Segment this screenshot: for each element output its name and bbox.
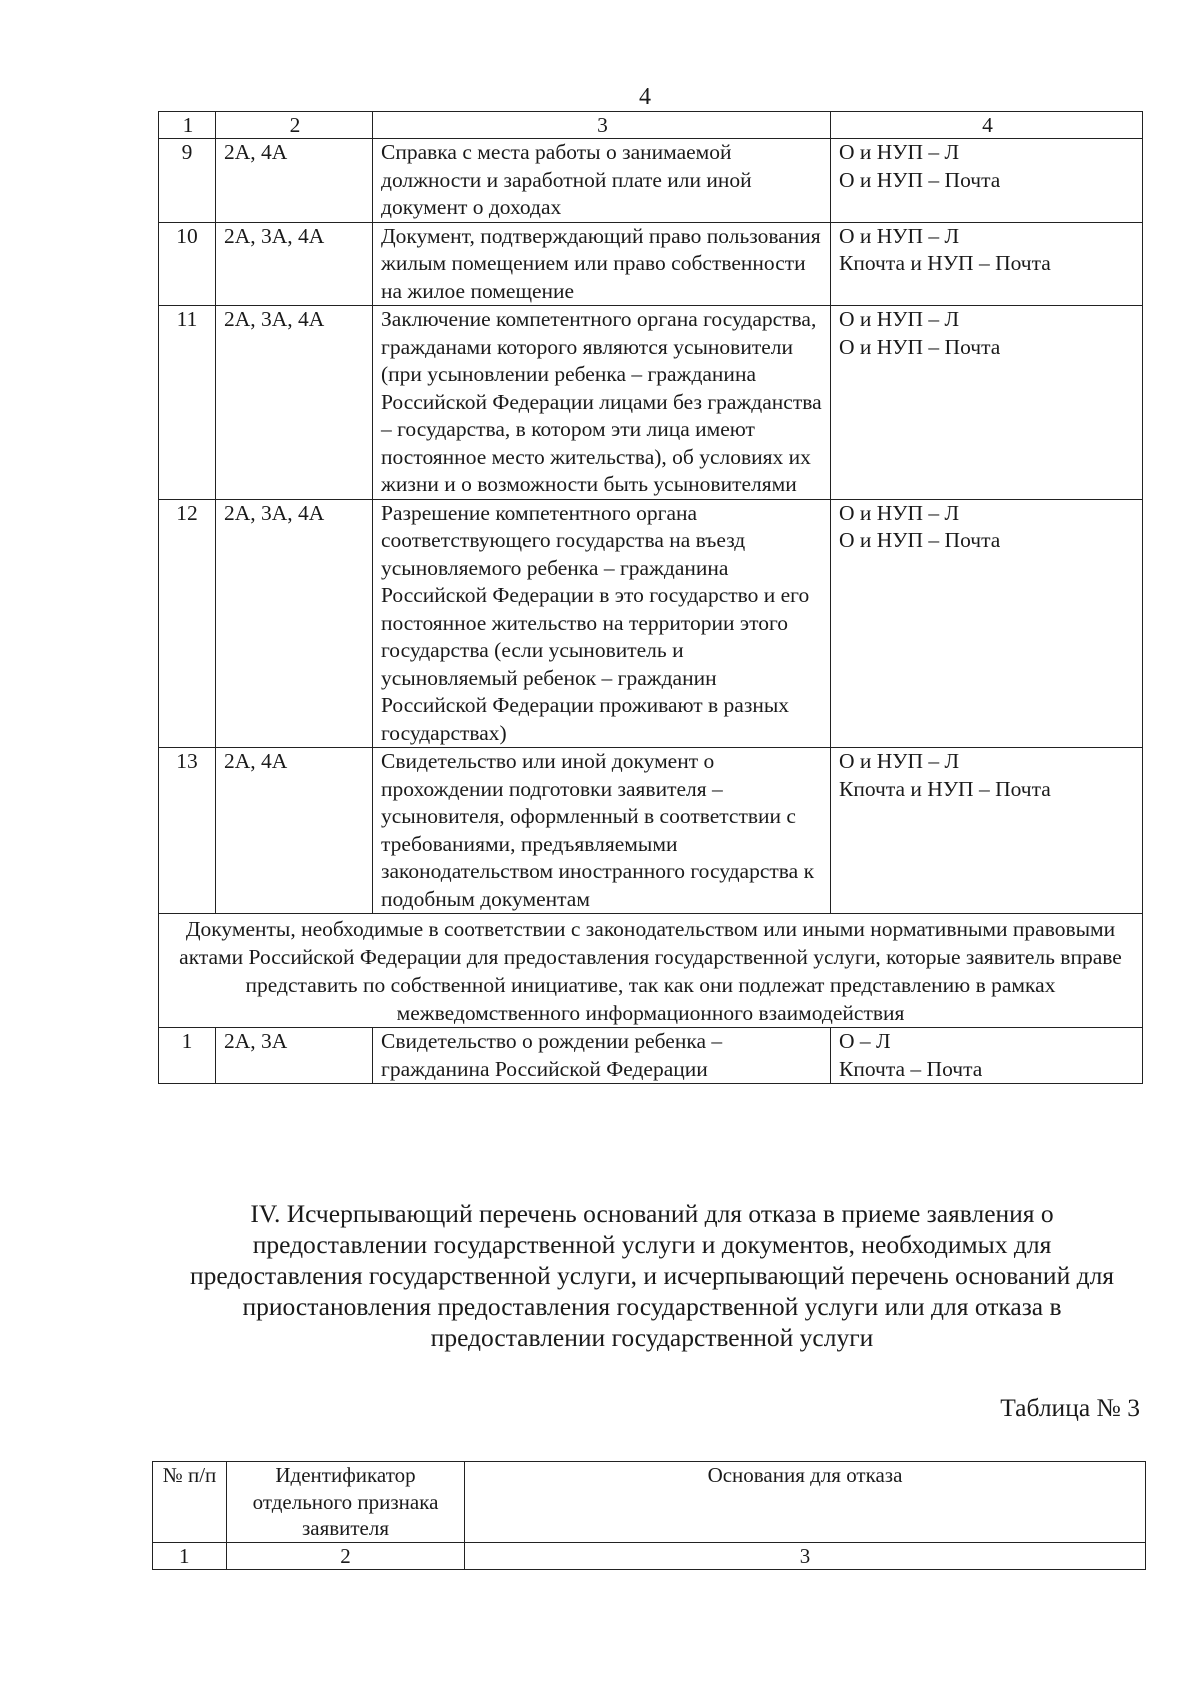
table-row bbox=[159, 222, 1143, 306]
document-name: Заключение компетентного органа государства, гражданами которого являются усыновители (при усыновлении ребенка – гражданина Российской Федерации лицами без гражданства – государства, в котором эти лица имеют постоянное место жительства), об условиях их жизни и о возможности быть усыновителями bbox=[373, 306, 831, 500]
column-number: 3 bbox=[373, 112, 831, 139]
row-number: 10 bbox=[159, 222, 216, 306]
refusal-grounds-table bbox=[152, 1461, 1146, 1570]
column-number: 2 bbox=[227, 1542, 465, 1570]
document-name: Свидетельство или иной документ о прохождении подготовки заявителя – усыновителя, оформленный в соответствии с требованиями, предъявляемыми законодательством иностранного государства к подобным документам bbox=[373, 748, 831, 914]
submission-method: Кпочта и НУП – Почта bbox=[839, 776, 1051, 801]
submission-methods bbox=[831, 222, 1143, 306]
submission-method: О и НУП – Почта bbox=[839, 528, 1001, 552]
table-row bbox=[159, 1028, 1143, 1084]
column-number: 1 bbox=[153, 1542, 227, 1570]
applicant-identifiers: 2А, 4А bbox=[216, 139, 373, 223]
submission-method: О и НУП – Л bbox=[839, 749, 960, 773]
page-number: 4 bbox=[639, 84, 651, 110]
column-header: Основания для отказа bbox=[465, 1462, 1146, 1543]
section-note: Документы, необходимые в соответствии с законодательством или иными нормативными правовыми актами Российской Федерации для предоставления государственной услуги, которые заявитель вправе представить по собственной инициативе, так как они подлежат представлению в рамках межведомственного информационного взаимодействия bbox=[159, 914, 1143, 1028]
column-number: 1 bbox=[159, 112, 216, 139]
column-number: 4 bbox=[831, 112, 1143, 139]
submission-methods bbox=[831, 306, 1143, 500]
document-name: Разрешение компетентного органа соответствующего государства на въезд усыновляемого ребенка – гражданина Российской Федерации в это государство и его постоянное жительство на территории этого государства (если усыновитель и усыновляемый ребенок – гражданин Российской Федерации проживают в разных государствах) bbox=[373, 499, 831, 748]
section-heading: IV. Исчерпывающий перечень оснований для отказа в приеме заявления о предоставлении государственной услуги и документов, необходимых для предоставления государственной услуги, и исчерпывающий перечень оснований для приостановления предоставления государственной услуги или для отказа в предоставлении государственной услуги bbox=[189, 1199, 1115, 1352]
row-number: 11 bbox=[159, 306, 216, 500]
section-note-row bbox=[159, 914, 1143, 1028]
documents-table bbox=[158, 111, 1143, 1084]
column-header: № п/п bbox=[153, 1462, 227, 1543]
document-name: Справка с места работы о занимаемой должности и заработной плате или иной документ о доходах bbox=[373, 139, 831, 223]
submission-method: О и НУП – Л bbox=[839, 140, 960, 164]
applicant-identifiers: 2А, 3А bbox=[216, 1028, 373, 1084]
applicant-identifiers: 2А, 3А, 4А bbox=[216, 306, 373, 500]
row-number: 9 bbox=[159, 139, 216, 223]
applicant-identifiers: 2А, 3А, 4А bbox=[216, 222, 373, 306]
header-row bbox=[153, 1462, 1146, 1543]
submission-method: Кпочта и НУП – Почта bbox=[839, 251, 1051, 275]
row-number: 13 bbox=[159, 748, 216, 914]
row-number: 1 bbox=[159, 1028, 216, 1084]
applicant-identifiers: 2А, 4А bbox=[216, 748, 373, 914]
submission-methods bbox=[831, 748, 1143, 914]
column-number-row bbox=[159, 112, 1143, 139]
submission-method: О и НУП – Л bbox=[839, 223, 960, 248]
table-row bbox=[159, 499, 1143, 748]
submission-methods bbox=[831, 139, 1143, 223]
document-name: Свидетельство о рождении ребенка – гражданина Российской Федерации bbox=[373, 1028, 831, 1084]
submission-method: О – Л bbox=[839, 1029, 891, 1053]
submission-method: Кпочта – Почта bbox=[839, 1056, 983, 1081]
column-number-row bbox=[153, 1542, 1146, 1570]
table-row bbox=[159, 306, 1143, 500]
applicant-identifiers: 2А, 3А, 4А bbox=[216, 499, 373, 748]
submission-methods bbox=[831, 1028, 1143, 1084]
submission-methods bbox=[831, 499, 1143, 748]
column-header: Идентификатор отдельного признака заявителя bbox=[227, 1462, 465, 1543]
table-row bbox=[159, 748, 1143, 914]
column-number: 3 bbox=[465, 1542, 1146, 1570]
submission-method: О и НУП – Л bbox=[839, 500, 960, 525]
submission-method: О и НУП – Л bbox=[839, 307, 960, 331]
column-number: 2 bbox=[216, 112, 373, 139]
table-caption: Таблица № 3 bbox=[1000, 1393, 1140, 1422]
submission-method: О и НУП – Почта bbox=[839, 167, 1001, 192]
row-number: 12 bbox=[159, 499, 216, 748]
document-name: Документ, подтверждающий право пользования жилым помещением или право собственности на жилое помещение bbox=[373, 222, 831, 306]
submission-method: О и НУП – Почта bbox=[839, 334, 1001, 359]
table-row bbox=[159, 139, 1143, 223]
